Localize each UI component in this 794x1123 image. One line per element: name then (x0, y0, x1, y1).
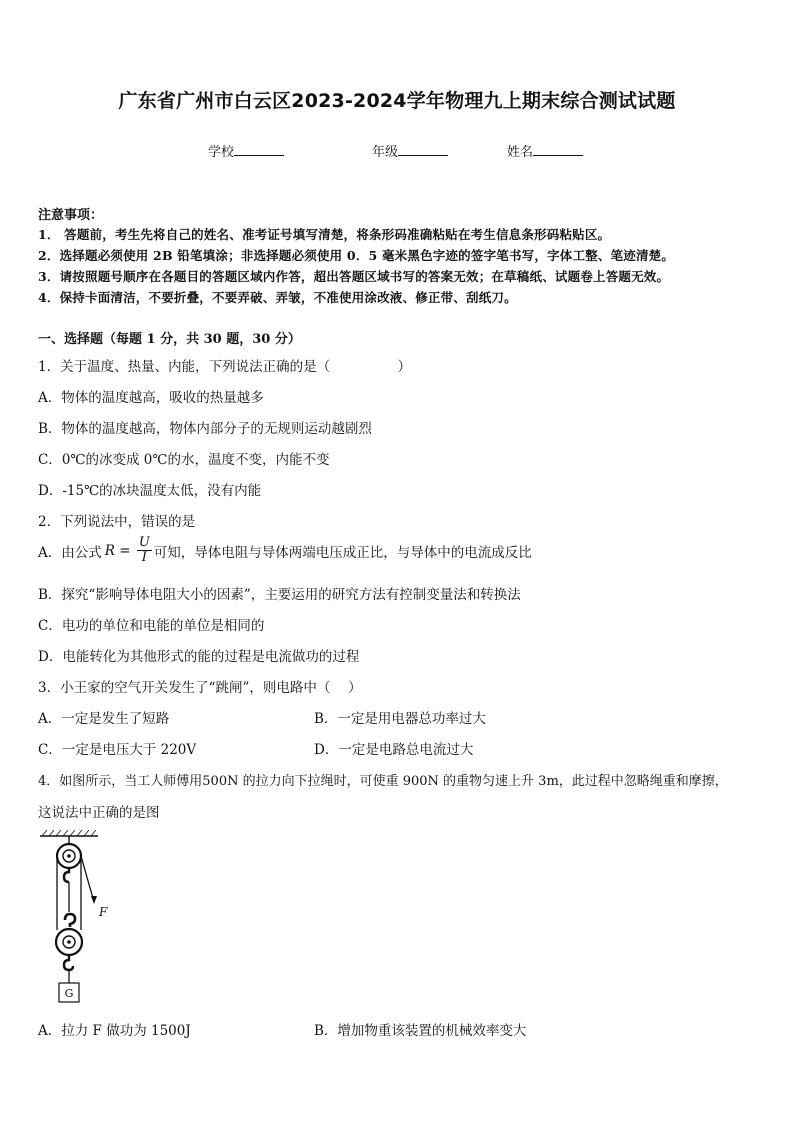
weight-label: G (64, 987, 74, 1000)
q4-stem-line1: 4．如图所示，当工人师傅用500N 的拉力向下拉绳时，可使重 900N 的重物匀速上升 3m，此过程中忽略绳重和摩擦， (38, 774, 728, 789)
q3-option-a[interactable]: A．一定是发生了短路 (38, 711, 170, 727)
page-title: 广东省广州市白云区2023-2024学年物理九上期末综合测试试题 (118, 90, 676, 112)
q1-option-b[interactable]: B．物体的温度越高，物体内部分子的无规则运动越剧烈 (38, 421, 372, 437)
school-blank[interactable] (234, 143, 284, 156)
q3-stem: 3．小王家的空气开关发生了“跳闸”，则电路中（ ） (38, 680, 362, 696)
formula-denominator: I (141, 550, 147, 565)
note-item: 3．请按照题号顺序在各题目的答题区域内作答，超出答题区域书写的答案无效；在草稿纸、试题卷上答题无效。 (38, 269, 670, 284)
q1-option-c[interactable]: C．0℃的冰变成 0℃的水，温度不变，内能不变 (38, 452, 330, 468)
name-blank[interactable] (533, 143, 583, 156)
q4-option-a[interactable]: A．拉力 F 做功为 1500J (38, 1023, 191, 1039)
q2-stem: 2．下列说法中，错误的是 (38, 514, 196, 530)
note-item: 4．保持卡面清洁，不要折叠，不要弄破、弄皱，不准使用涂改液、修正带、刮纸刀。 (38, 290, 517, 305)
note-item: 2．选择题必须使用 2B 铅笔填涂；非选择题必须使用 0．5 毫米黑色字迹的签字笔书写，字体工整、笔迹清楚。 (38, 248, 675, 263)
q2-option-d[interactable]: D．电能转化为其他形式的能的过程是电流做功的过程 (38, 649, 360, 665)
q2-option-a[interactable] (38, 536, 532, 565)
grade-field[interactable] (372, 141, 448, 160)
q1-stem: 1．关于温度、热量、内能，下列说法正确的是（ ） (38, 359, 412, 375)
ceiling-hatch (40, 830, 98, 836)
pull-rope (81, 856, 94, 902)
q3-option-b[interactable]: B．一定是用电器总功率过大 (314, 711, 486, 727)
formula-numerator: U (138, 535, 150, 550)
name-field[interactable] (507, 141, 583, 160)
grade-label: 年级 (372, 145, 399, 160)
section-heading: 一、选择题（每题 1 分，共 30 题，30 分） (38, 332, 301, 347)
q1-option-d[interactable]: D．-15℃的冰块温度太低，没有内能 (38, 483, 262, 499)
force-arrow (91, 896, 97, 904)
q2-a-suffix: 可知，导体电阻与导体两端电压成正比，与导体中的电流成反比 (153, 544, 532, 561)
force-label: F (99, 905, 108, 919)
pulley-figure (36, 830, 136, 1008)
school-label: 学校 (208, 145, 235, 160)
name-label: 姓名 (507, 145, 534, 160)
formula-r: R (104, 542, 115, 559)
q4-option-b[interactable]: B．增加物重该装置的机械效率变大 (314, 1023, 527, 1039)
lower-hook (64, 955, 73, 970)
note-item: 1． 答题前，考生先将自己的姓名、准考证号填写清楚，将条形码准确粘贴在考生信息条形码粘贴区。 (38, 227, 611, 242)
movable-hook (65, 914, 75, 927)
formula-fraction (137, 536, 152, 565)
school-field[interactable] (208, 141, 284, 160)
notes-heading: 注意事项： (38, 208, 104, 223)
q3-option-d[interactable]: D．一定是电路总电流过大 (314, 742, 474, 758)
formula-eq: = (114, 542, 135, 559)
q1-option-a[interactable]: A．物体的温度越高，吸收的热量越多 (38, 390, 264, 406)
q4-stem-line2: 这说法中正确的是图 (38, 805, 160, 821)
upper-hook (64, 868, 69, 882)
q3-option-c[interactable]: C．一定是电压大于 220V (38, 742, 197, 758)
q2-option-b[interactable]: B．探究“影响导体电阻大小的因素”，主要运用的研究方法有控制变量法和转换法 (38, 587, 521, 603)
q2-option-c[interactable]: C．电功的单位和电能的单位是相同的 (38, 618, 265, 634)
fixed-pulley (57, 844, 81, 868)
grade-blank[interactable] (398, 143, 448, 156)
movable-pulley (56, 929, 82, 955)
q2-a-prefix: A．由公式 (38, 544, 102, 561)
